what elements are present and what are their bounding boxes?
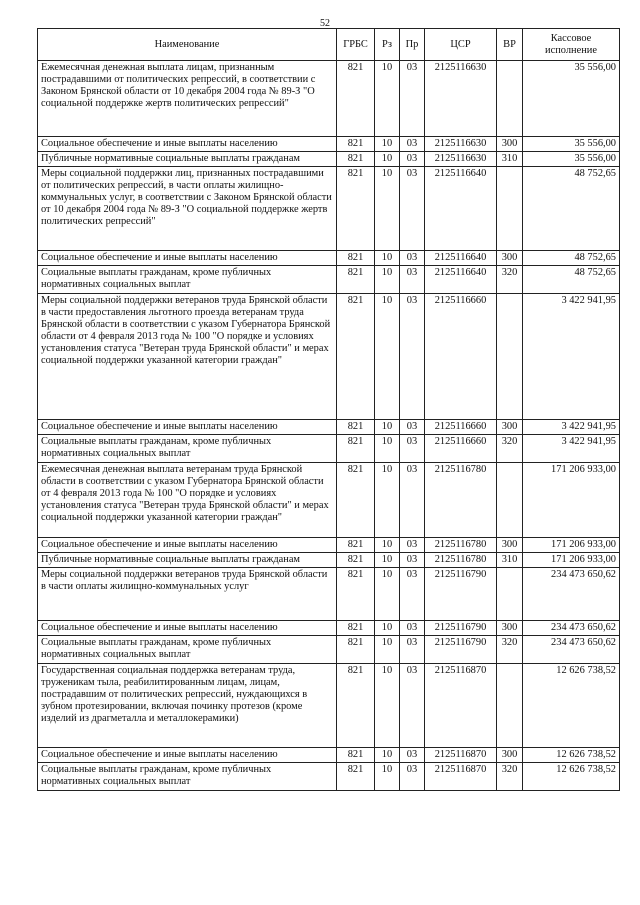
cell-pr: 03 [400,748,425,763]
table-row [38,61,620,137]
cell-amount: 35 556,00 [523,152,620,167]
cell-amount: 48 752,65 [523,266,620,294]
cell-csr: 2125116870 [425,763,497,791]
cell-vr: 310 [497,553,523,568]
cell-csr: 2125116780 [425,553,497,568]
cell-rz: 10 [375,435,400,463]
cell-name: Социальные выплаты гражданам, кроме публичных нормативных социальных выплат [38,636,337,664]
cell-amount: 35 556,00 [523,61,620,137]
cell-amount: 171 206 933,00 [523,538,620,553]
cell-grbs: 821 [337,137,375,152]
cell-amount: 35 556,00 [523,137,620,152]
cell-pr: 03 [400,251,425,266]
cell-pr: 03 [400,167,425,251]
cell-rz: 10 [375,664,400,748]
cell-pr: 03 [400,266,425,294]
cell-grbs: 821 [337,664,375,748]
header-amount: Кассовое исполнение [523,29,620,61]
cell-vr [497,167,523,251]
cell-csr: 2125116870 [425,664,497,748]
cell-name: Социальное обеспечение и иные выплаты населению [38,137,337,152]
cell-grbs: 821 [337,61,375,137]
header-rz: Рз [375,29,400,61]
cell-grbs: 821 [337,763,375,791]
cell-grbs: 821 [337,568,375,621]
cell-vr: 300 [497,137,523,152]
cell-name: Публичные нормативные социальные выплаты гражданам [38,152,337,167]
cell-amount: 12 626 738,52 [523,664,620,748]
cell-pr: 03 [400,435,425,463]
cell-csr: 2125116640 [425,266,497,294]
cell-vr: 300 [497,251,523,266]
cell-rz: 10 [375,621,400,636]
table-row [38,266,620,294]
cell-grbs: 821 [337,463,375,538]
cell-amount: 171 206 933,00 [523,553,620,568]
cell-vr: 300 [497,748,523,763]
cell-amount: 234 473 650,62 [523,621,620,636]
table-row [38,664,620,748]
cell-grbs: 821 [337,553,375,568]
cell-rz: 10 [375,636,400,664]
table-row [38,748,620,763]
cell-rz: 10 [375,568,400,621]
cell-rz: 10 [375,294,400,420]
table-row [38,763,620,791]
cell-csr: 2125116780 [425,463,497,538]
cell-amount: 48 752,65 [523,167,620,251]
cell-rz: 10 [375,251,400,266]
cell-amount: 234 473 650,62 [523,568,620,621]
cell-name: Ежемесячная денежная выплата лицам, признанным пострадавшими от политических репрессий, в соответствии с Законом Брянской области от 10 декабря 2004 года № 89-З "О социальной поддержке жертв политических репрессий" [38,61,337,137]
cell-pr: 03 [400,61,425,137]
table-row [38,152,620,167]
cell-grbs: 821 [337,251,375,266]
cell-vr [497,568,523,621]
cell-csr: 2125116660 [425,420,497,435]
cell-name: Социальные выплаты гражданам, кроме публичных нормативных социальных выплат [38,435,337,463]
cell-amount: 12 626 738,52 [523,763,620,791]
cell-name: Социальное обеспечение и иные выплаты населению [38,251,337,266]
cell-pr: 03 [400,763,425,791]
cell-name: Меры социальной поддержки лиц, признанных пострадавшими от политических репрессий, в части оплаты жилищно-коммунальных услуг, в соответствии с Законом Брянской области от 10 декабря 2004 года № 89-З "О социальной поддержке жертв политических репрессий" [38,167,337,251]
header-pr: Пр [400,29,425,61]
cell-pr: 03 [400,553,425,568]
table-row [38,463,620,538]
table-row [38,538,620,553]
cell-name: Публичные нормативные социальные выплаты гражданам [38,553,337,568]
cell-pr: 03 [400,152,425,167]
table-row [38,294,620,420]
cell-pr: 03 [400,463,425,538]
cell-grbs: 821 [337,167,375,251]
cell-rz: 10 [375,463,400,538]
cell-csr: 2125116790 [425,568,497,621]
cell-rz: 10 [375,553,400,568]
table-row [38,621,620,636]
header-vr: ВР [497,29,523,61]
cell-grbs: 821 [337,538,375,553]
cell-vr: 320 [497,435,523,463]
cell-csr: 2125116660 [425,294,497,420]
cell-amount: 3 422 941,95 [523,294,620,420]
cell-name: Социальное обеспечение и иные выплаты населению [38,420,337,435]
cell-grbs: 821 [337,266,375,294]
cell-vr [497,664,523,748]
cell-rz: 10 [375,137,400,152]
cell-amount: 234 473 650,62 [523,636,620,664]
cell-vr: 300 [497,420,523,435]
table-row [38,167,620,251]
cell-pr: 03 [400,137,425,152]
page-number: 52 [320,18,330,29]
cell-amount: 12 626 738,52 [523,748,620,763]
cell-csr: 2125116630 [425,137,497,152]
cell-name: Государственная социальная поддержка ветеранам труда, труженикам тыла, реабилитированным лицам, лицам, пострадавшим от политических репрессий, нуждающихся в зубном протезировании, включая починку протезов (кроме изделий из драгметалла и металлокерамики) [38,664,337,748]
cell-rz: 10 [375,266,400,294]
cell-rz: 10 [375,748,400,763]
cell-csr: 2125116630 [425,61,497,137]
cell-csr: 2125116660 [425,435,497,463]
cell-name: Социальное обеспечение и иные выплаты населению [38,621,337,636]
cell-grbs: 821 [337,748,375,763]
cell-vr: 310 [497,152,523,167]
cell-grbs: 821 [337,621,375,636]
cell-grbs: 821 [337,294,375,420]
cell-csr: 2125116790 [425,636,497,664]
cell-vr: 320 [497,763,523,791]
cell-name: Ежемесячная денежная выплата ветеранам труда Брянской области в соответствии с указом Губернатора Брянской области от 4 февраля 2013 года № 100 "О порядке и условиях установления статуса "Ветеран труда Брянской области" и мерах социальной поддержки указанной категории граждан" [38,463,337,538]
cell-pr: 03 [400,538,425,553]
cell-csr: 2125116780 [425,538,497,553]
cell-rz: 10 [375,538,400,553]
cell-csr: 2125116870 [425,748,497,763]
budget-table [37,28,620,791]
cell-amount: 3 422 941,95 [523,420,620,435]
header-csr: ЦСР [425,29,497,61]
cell-rz: 10 [375,61,400,137]
cell-vr [497,463,523,538]
cell-rz: 10 [375,152,400,167]
cell-pr: 03 [400,621,425,636]
cell-vr: 300 [497,538,523,553]
cell-name: Меры социальной поддержки ветеранов труда Брянской области в части оплаты жилищно-коммунальных услуг [38,568,337,621]
cell-pr: 03 [400,636,425,664]
cell-amount: 48 752,65 [523,251,620,266]
cell-name: Социальное обеспечение и иные выплаты населению [38,538,337,553]
cell-rz: 10 [375,167,400,251]
cell-amount: 3 422 941,95 [523,435,620,463]
cell-name: Социальные выплаты гражданам, кроме публичных нормативных социальных выплат [38,763,337,791]
cell-csr: 2125116630 [425,152,497,167]
table-row [38,435,620,463]
table-row [38,568,620,621]
cell-pr: 03 [400,420,425,435]
table-row [38,553,620,568]
cell-grbs: 821 [337,636,375,664]
cell-csr: 2125116640 [425,167,497,251]
table-header-row [38,29,620,61]
cell-name: Социальные выплаты гражданам, кроме публичных нормативных социальных выплат [38,266,337,294]
cell-name: Меры социальной поддержки ветеранов труда Брянской области в части предоставления льготного проезда ветеранам труда Брянской области в соответствии с указом Губернатора Брянской области от 4 февраля 2013 года № 100 "О порядке и условиях установления статуса "Ветеран труда Брянской области" и мерах социальной поддержки указанной категории граждан" [38,294,337,420]
cell-vr: 300 [497,621,523,636]
cell-pr: 03 [400,294,425,420]
cell-pr: 03 [400,568,425,621]
cell-vr: 320 [497,266,523,294]
table-row [38,251,620,266]
cell-rz: 10 [375,763,400,791]
table-row [38,636,620,664]
cell-grbs: 821 [337,420,375,435]
cell-grbs: 821 [337,435,375,463]
cell-csr: 2125116640 [425,251,497,266]
table-row [38,137,620,152]
cell-vr [497,61,523,137]
table-row [38,420,620,435]
cell-grbs: 821 [337,152,375,167]
cell-rz: 10 [375,420,400,435]
cell-pr: 03 [400,664,425,748]
cell-amount: 171 206 933,00 [523,463,620,538]
cell-vr [497,294,523,420]
header-grbs: ГРБС [337,29,375,61]
header-name: Наименование [38,29,337,61]
cell-csr: 2125116790 [425,621,497,636]
cell-vr: 320 [497,636,523,664]
cell-name: Социальное обеспечение и иные выплаты населению [38,748,337,763]
